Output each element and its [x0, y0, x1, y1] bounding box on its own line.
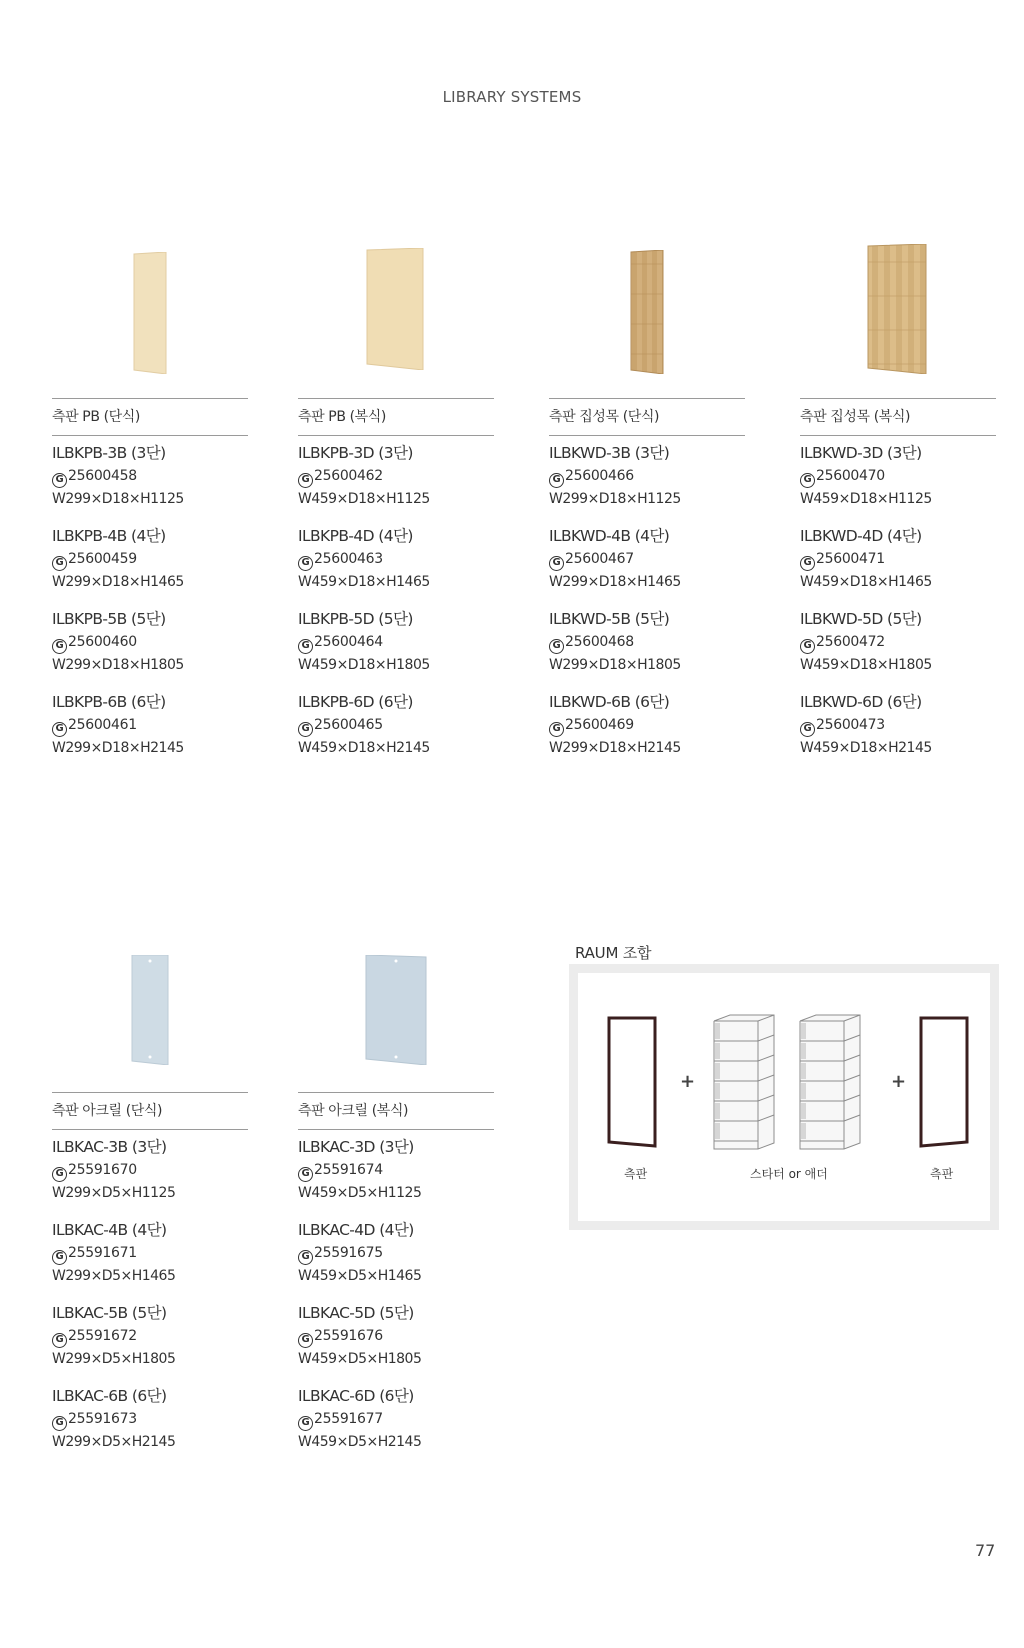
raum-title: RAUM 조합 [575, 944, 652, 962]
raum-label-side-right: 측판 [930, 1167, 954, 1181]
raum-combination-diagram [569, 964, 999, 1230]
g-mark-icon: G [549, 722, 564, 737]
product-item: ILBKPB-3D (3단) G 25600462 W459×D18×H1125 [298, 444, 430, 507]
product-item: ILBKPB-3B (3단) G 25600458 W299×D18×H1125 [52, 444, 184, 507]
g-mark-icon: G [52, 1333, 67, 1348]
g-mark-icon: G [298, 639, 313, 654]
raum-label-side-left: 측판 [624, 1167, 648, 1181]
g-mark-icon: G [549, 639, 564, 654]
side-panel-right-icon [918, 1015, 970, 1149]
g-mark-icon: G [52, 722, 67, 737]
category-label: 측판 집성목 (복식) [800, 398, 996, 436]
g-mark-icon: G [800, 639, 815, 654]
product-item: ILBKWD-5D (5단) G 25600472 W459×D18×H1805 [800, 610, 932, 673]
product-item: ILBKPB-5D (5단) G 25600464 W459×D18×H1805 [298, 610, 430, 673]
g-mark-icon: G [298, 473, 313, 488]
g-mark-icon: G [800, 722, 815, 737]
product-item: ILBKAC-6B (6단) G 25591673 W299×D5×H2145 [52, 1387, 176, 1450]
category-label: 측판 집성목 (단식) [549, 398, 745, 436]
category-label: 측판 아크릴 (단식) [52, 1092, 248, 1130]
product-item: ILBKAC-6D (6단) G 25591677 W459×D5×H2145 [298, 1387, 422, 1450]
g-mark-icon: G [52, 1416, 67, 1431]
product-item: ILBKAC-4D (4단) G 25591675 W459×D5×H1465 [298, 1221, 422, 1284]
page-number: 77 [975, 1541, 996, 1560]
product-image-pb-single [52, 252, 248, 374]
category-label: 측판 PB (단식) [52, 398, 248, 436]
page-header: LIBRARY SYSTEMS [442, 88, 582, 106]
product-image-ac-double [298, 955, 494, 1065]
raum-label-middle: 스타터 or 애더 [750, 1167, 828, 1181]
g-mark-icon: G [52, 556, 67, 571]
product-item: ILBKPB-6D (6단) G 25600465 W459×D18×H2145 [298, 693, 430, 756]
product-item: ILBKWD-6D (6단) G 25600473 W459×D18×H2145 [800, 693, 932, 756]
category-label: 측판 아크릴 (복식) [298, 1092, 494, 1130]
product-image-wd-single [549, 250, 745, 374]
product-item: ILBKWD-3B (3단) G 25600466 W299×D18×H1125 [549, 444, 681, 507]
product-item: ILBKAC-3B (3단) G 25591670 W299×D5×H1125 [52, 1138, 176, 1201]
shelving-unit-icon [712, 1013, 862, 1151]
g-mark-icon: G [298, 1250, 313, 1265]
product-item: ILBKAC-3D (3단) G 25591674 W459×D5×H1125 [298, 1138, 422, 1201]
g-mark-icon: G [52, 1167, 67, 1182]
g-mark-icon: G [549, 556, 564, 571]
g-mark-icon: G [549, 473, 564, 488]
product-item: ILBKWD-3D (3단) G 25600470 W459×D18×H1125 [800, 444, 932, 507]
product-item: ILBKWD-5B (5단) G 25600468 W299×D18×H1805 [549, 610, 681, 673]
g-mark-icon: G [52, 473, 67, 488]
product-item: ILBKAC-5B (5단) G 25591672 W299×D5×H1805 [52, 1304, 176, 1367]
product-image-pb-double [298, 248, 494, 370]
product-item: ILBKPB-4B (4단) G 25600459 W299×D18×H1465 [52, 527, 184, 590]
g-mark-icon: G [298, 1167, 313, 1182]
plus-sign: + [680, 1071, 696, 1092]
product-image-ac-single [52, 955, 248, 1065]
product-item: ILBKWD-4D (4단) G 25600471 W459×D18×H1465 [800, 527, 932, 590]
product-item: ILBKWD-4B (4단) G 25600467 W299×D18×H1465 [549, 527, 681, 590]
g-mark-icon: G [800, 473, 815, 488]
side-panel-left-icon [606, 1015, 658, 1149]
g-mark-icon: G [800, 556, 815, 571]
g-mark-icon: G [298, 1333, 313, 1348]
product-item: ILBKPB-5B (5단) G 25600460 W299×D18×H1805 [52, 610, 184, 673]
g-mark-icon: G [298, 722, 313, 737]
g-mark-icon: G [298, 556, 313, 571]
product-item: ILBKAC-5D (5단) G 25591676 W459×D5×H1805 [298, 1304, 422, 1367]
g-mark-icon: G [298, 1416, 313, 1431]
product-item: ILBKPB-4D (4단) G 25600463 W459×D18×H1465 [298, 527, 430, 590]
product-image-wd-double [800, 244, 996, 374]
product-item: ILBKPB-6B (6단) G 25600461 W299×D18×H2145 [52, 693, 184, 756]
product-item: ILBKWD-6B (6단) G 25600469 W299×D18×H2145 [549, 693, 681, 756]
g-mark-icon: G [52, 1250, 67, 1265]
category-label: 측판 PB (복식) [298, 398, 494, 436]
plus-sign: + [891, 1071, 907, 1092]
product-item: ILBKAC-4B (4단) G 25591671 W299×D5×H1465 [52, 1221, 176, 1284]
g-mark-icon: G [52, 639, 67, 654]
